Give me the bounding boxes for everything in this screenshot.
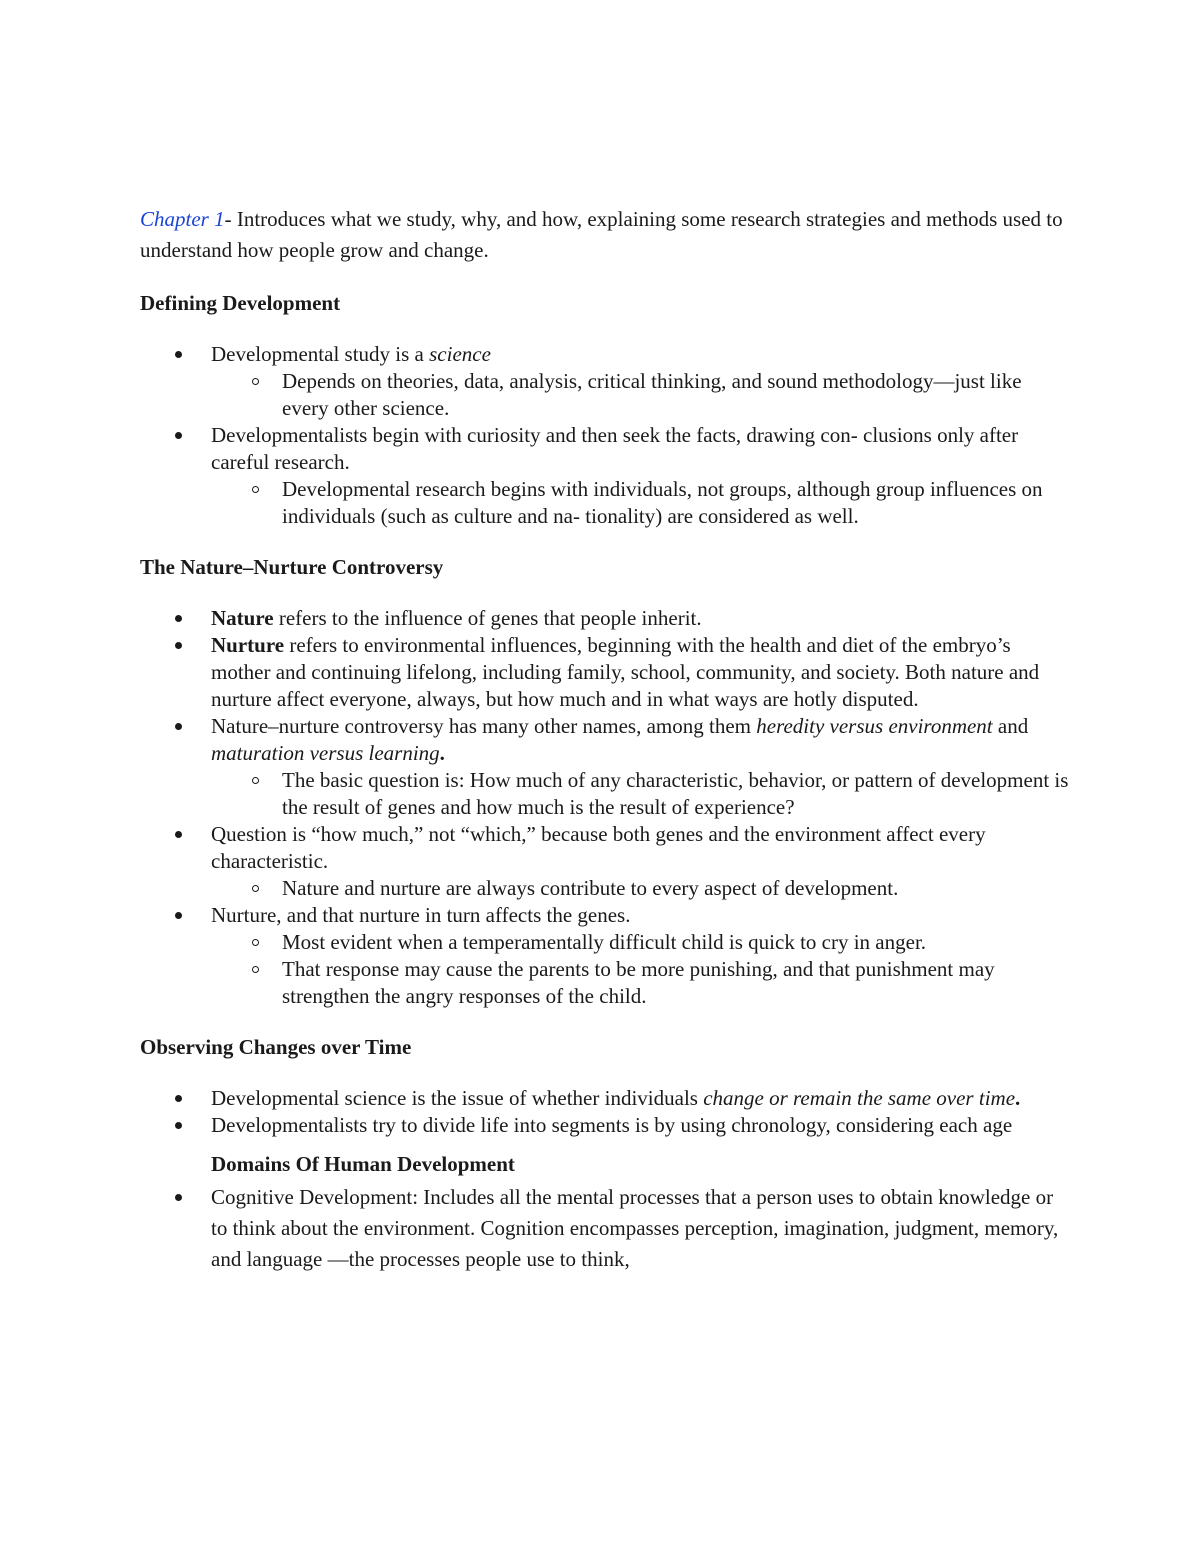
list-item-text: Developmentalists begin with curiosity and then seek the facts, drawing con- clusions only after careful research.: [211, 423, 1019, 474]
list-item: [140, 1085, 1070, 1112]
list-item: [140, 422, 1070, 476]
domains-list: [140, 1182, 1070, 1275]
circle-bullet-icon: [252, 939, 259, 946]
circle-bullet-icon: [252, 885, 259, 892]
nature-list: [140, 605, 1070, 1010]
chapter-link[interactable]: Chapter 1: [140, 207, 225, 231]
punctuation-text: .: [439, 741, 445, 765]
bullet-icon: [175, 1095, 182, 1102]
document-page: [140, 204, 1070, 1275]
list-item: [140, 605, 1070, 632]
list-item: [140, 902, 1070, 929]
bullet-icon: [175, 723, 182, 730]
sub-list-item: [140, 476, 1070, 530]
list-item-text: Question is “how much,” not “which,” because both genes and the environment affect every characteristic.: [211, 822, 986, 873]
emphasis-text: heredity versus environment: [756, 714, 993, 738]
list-item-text: Nature and nurture are always contribute to every aspect of development.: [282, 876, 899, 900]
list-item-text: refers to environmental influences, beginning with the health and diet of the embryo’s mother and continuing lifelong, including family, school, community, and society. Both nature and nurture affect everyone, always, but how much and in what ways are hotly disputed.: [211, 633, 1040, 711]
list-item-text: Developmentalists try to divide life into segments is by using chronology, considering each age: [211, 1113, 1013, 1137]
list-item: [140, 821, 1070, 875]
list-item-text: Developmental science is the issue of whether individuals: [211, 1086, 704, 1110]
sub-list-item: [140, 767, 1070, 821]
emphasis-text: change or remain the same over time: [703, 1086, 1016, 1110]
heading-defining-development: Defining Development: [140, 291, 341, 315]
bullet-icon: [175, 351, 182, 358]
sub-list-item: [140, 875, 1070, 902]
term-text: Nature: [211, 606, 274, 630]
circle-bullet-icon: [252, 966, 259, 973]
list-item-text: refers to the influence of genes that people inherit.: [273, 606, 702, 630]
bullet-icon: [175, 831, 182, 838]
list-item-text: and: [992, 714, 1029, 738]
punctuation-text: .: [1015, 1086, 1021, 1110]
observing-list: [140, 1085, 1070, 1139]
list-item: [140, 713, 1070, 767]
emphasis-text: science: [429, 342, 491, 366]
term-text: Nurture: [211, 633, 285, 657]
intro-text: - Introduces what we study, why, and how, explaining some research strategies and methods used to understand how people grow and change.: [140, 207, 1063, 262]
emphasis-text: maturation versus learning: [211, 741, 440, 765]
list-item-text: That response may cause the parents to be more punishing, and that punishment may strengthen the angry responses of the child.: [282, 957, 995, 1008]
circle-bullet-icon: [252, 777, 259, 784]
list-item-text: Nurture, and that nurture in turn affects the genes.: [211, 903, 631, 927]
defining-list: [140, 341, 1070, 530]
sub-list-item: [140, 368, 1070, 422]
list-item-text: Depends on theories, data, analysis, critical thinking, and sound methodology—just like every other science.: [282, 369, 1022, 420]
bullet-icon: [175, 615, 182, 622]
bullet-icon: [175, 432, 182, 439]
list-item: [140, 1182, 1070, 1275]
sub-list-item: [140, 929, 1070, 956]
list-item: [140, 1112, 1070, 1139]
list-item-text: Nature–nurture controversy has many other names, among them: [211, 714, 757, 738]
bullet-icon: [175, 642, 182, 649]
intro-paragraph: [140, 204, 1070, 266]
list-item-text: Developmental research begins with individuals, not groups, although group influences on individuals (such as culture and na- tionality) are considered as well.: [282, 477, 1043, 528]
heading-domains: Domains Of Human Development: [211, 1152, 515, 1176]
list-item-text: Cognitive Development: Includes all the mental processes that a person uses to obtain knowledge or to think about the environment. Cognition encompasses perception, imagination, judgment, memory, and language —the processes people use to think,: [211, 1185, 1059, 1271]
circle-bullet-icon: [252, 378, 259, 385]
circle-bullet-icon: [252, 486, 259, 493]
list-item-text: Most evident when a temperamentally difficult child is quick to cry in anger.: [282, 930, 927, 954]
list-item: [140, 632, 1070, 713]
bullet-icon: [175, 1122, 182, 1129]
heading-observing-changes: Observing Changes over Time: [140, 1035, 412, 1059]
sub-list-item: [140, 956, 1070, 1010]
bullet-icon: [175, 912, 182, 919]
heading-nature-nurture: The Nature–Nurture Controversy: [140, 555, 444, 579]
list-item-text: The basic question is: How much of any characteristic, behavior, or pattern of development is the result of genes and how much is the result of experience?: [282, 768, 1069, 819]
list-item: [140, 341, 1070, 368]
list-item-text: Developmental study is a: [211, 342, 430, 366]
bullet-icon: [175, 1194, 182, 1201]
